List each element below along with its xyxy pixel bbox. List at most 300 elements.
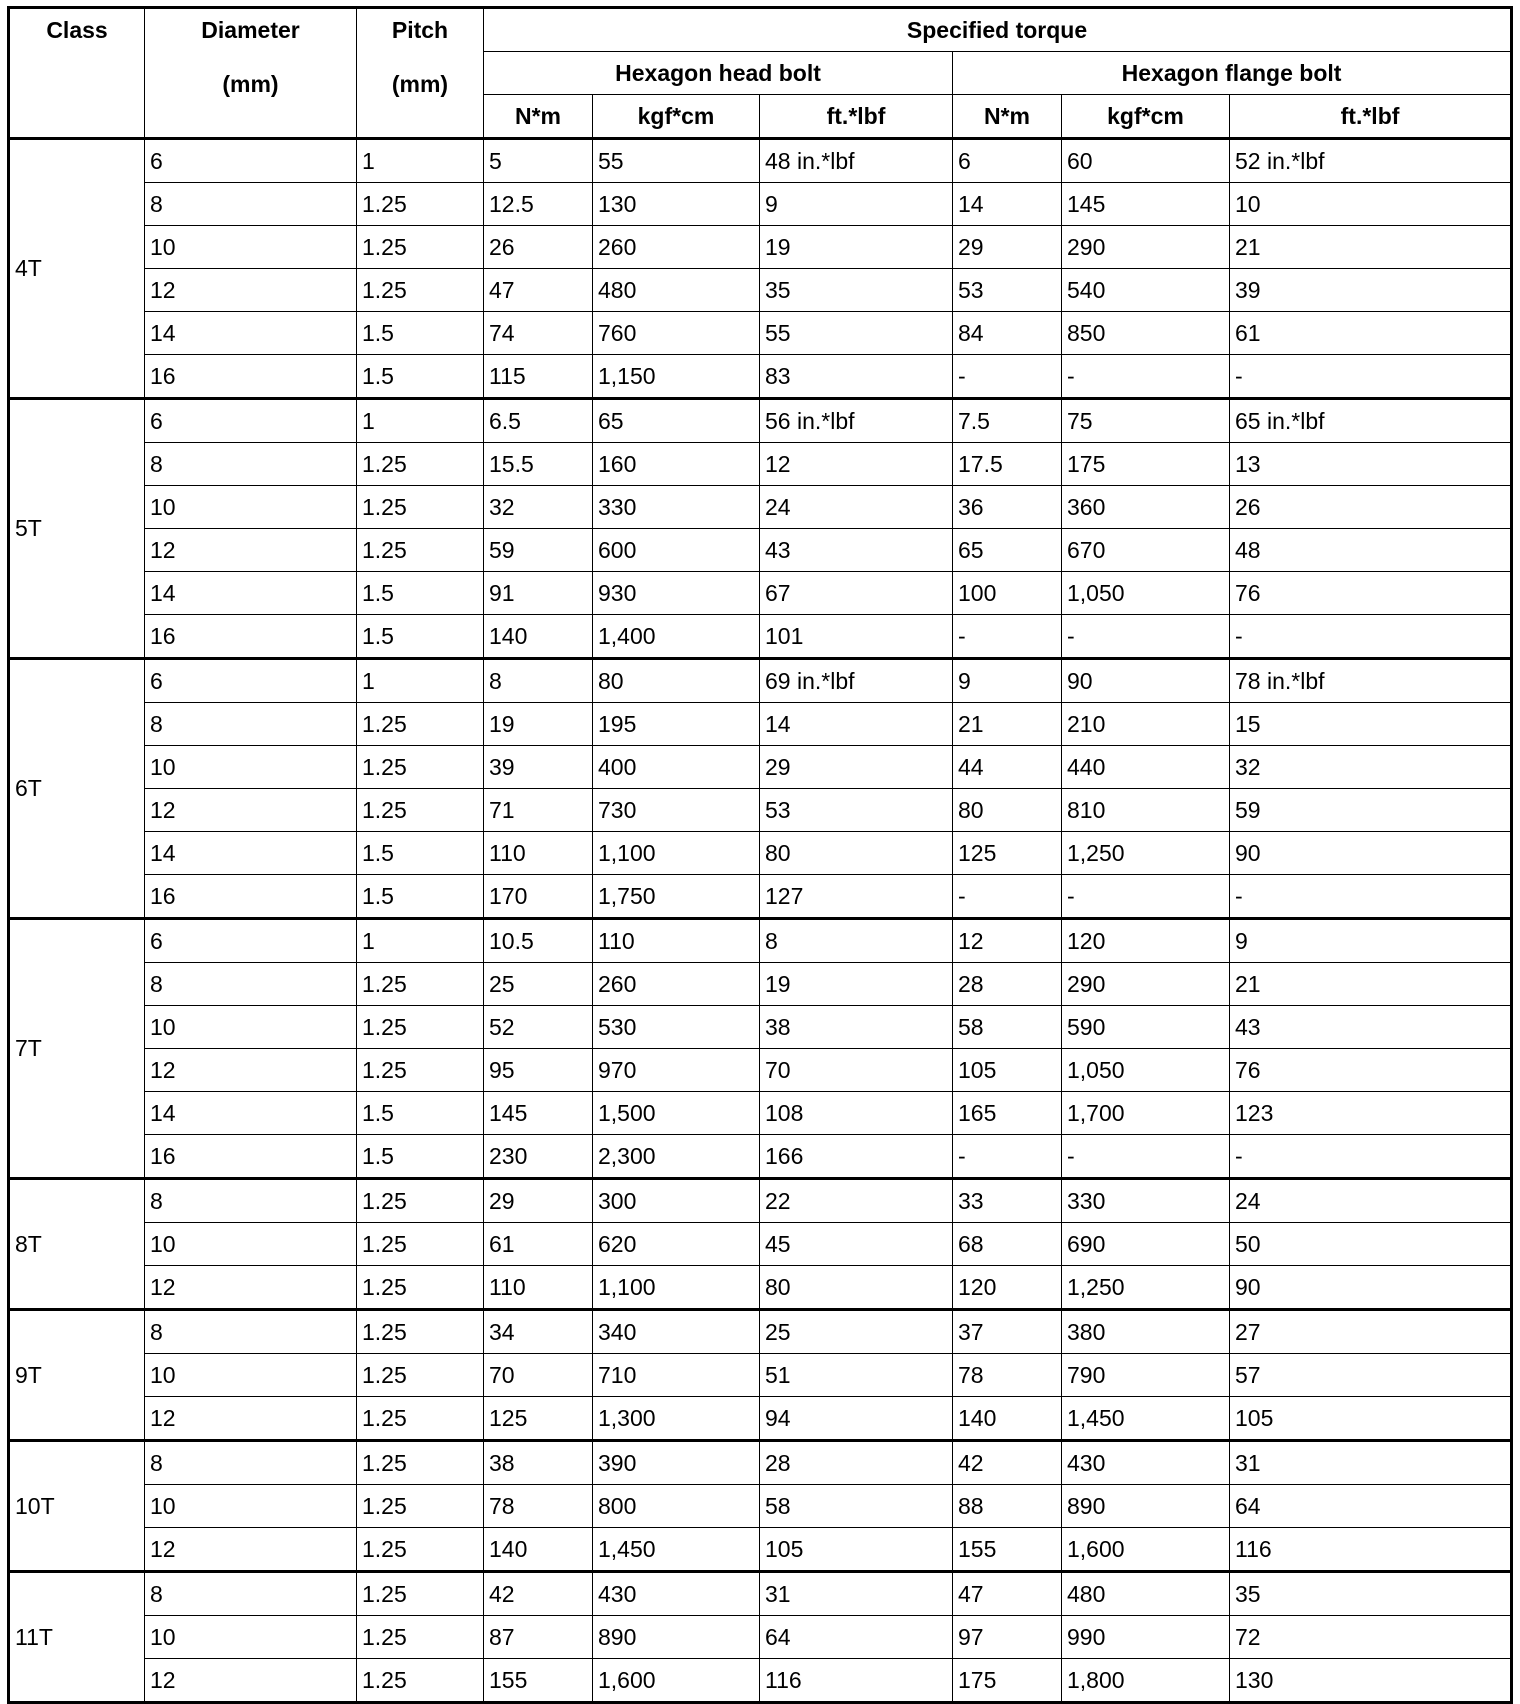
head-kgfcm-cell: 330 [593, 486, 760, 529]
flange-kgfcm-cell: 1,050 [1062, 1049, 1230, 1092]
head-nm-cell: 29 [484, 1179, 593, 1223]
pitch-cell: 1.5 [357, 1135, 484, 1179]
head-ftlbf-cell: 22 [760, 1179, 953, 1223]
diameter-cell: 10 [145, 226, 357, 269]
head-kgfcm-cell: 430 [593, 1572, 760, 1616]
pitch-cell: 1 [357, 399, 484, 443]
class-cell: 6T [9, 659, 145, 919]
flange-nm-cell: - [953, 615, 1062, 659]
class-header [9, 8, 145, 139]
head-ftlbf-cell: 45 [760, 1223, 953, 1266]
head-nm-cell: 91 [484, 572, 593, 615]
flange-nm-cell: 14 [953, 183, 1062, 226]
diameter-cell: 8 [145, 183, 357, 226]
head-nm-cell: 38 [484, 1441, 593, 1485]
flange-ftlbf-cell: - [1230, 875, 1512, 919]
diameter-cell: 6 [145, 139, 357, 183]
head-ftlbf-cell: 19 [760, 226, 953, 269]
flange-kgfcm-cell: 430 [1062, 1441, 1230, 1485]
diameter-cell: 12 [145, 1659, 357, 1703]
flange-kgfcm-cell: 360 [1062, 486, 1230, 529]
flange-ftlbf-cell: 52 in.*lbf [1230, 139, 1512, 183]
diameter-header-label: Diameter [201, 17, 300, 43]
table-row [9, 226, 1512, 269]
pitch-cell: 1.25 [357, 1659, 484, 1703]
head-kgfcm-cell: 970 [593, 1049, 760, 1092]
pitch-cell: 1.25 [357, 1266, 484, 1310]
flange-ftlbf-cell: 27 [1230, 1310, 1512, 1354]
diameter-cell: 6 [145, 659, 357, 703]
flange-nm-cell: 58 [953, 1006, 1062, 1049]
flange-nm-cell: 105 [953, 1049, 1062, 1092]
pitch-cell: 1.5 [357, 572, 484, 615]
pitch-cell: 1.25 [357, 703, 484, 746]
diameter-cell: 12 [145, 789, 357, 832]
head-nm-cell: 59 [484, 529, 593, 572]
head-ftlbf-cell: 80 [760, 832, 953, 875]
flange-nm-cell: 33 [953, 1179, 1062, 1223]
flange-ftlbf-cell: - [1230, 615, 1512, 659]
diameter-cell: 14 [145, 1092, 357, 1135]
head-nm-cell: 10.5 [484, 919, 593, 963]
flange-ftlbf-cell: 50 [1230, 1223, 1512, 1266]
unit-header: kgf*cm [593, 95, 760, 139]
diameter-cell: 10 [145, 746, 357, 789]
table-row [9, 1659, 1512, 1703]
diameter-cell: 8 [145, 1310, 357, 1354]
table-row [9, 1616, 1512, 1659]
flange-ftlbf-cell: 59 [1230, 789, 1512, 832]
flange-kgfcm-cell: 1,250 [1062, 832, 1230, 875]
flange-nm-cell: 80 [953, 789, 1062, 832]
flange-nm-cell: 36 [953, 486, 1062, 529]
flange-kgfcm-cell: 60 [1062, 139, 1230, 183]
flange-ftlbf-cell: 116 [1230, 1528, 1512, 1572]
table-row [9, 572, 1512, 615]
table-row [9, 1179, 1512, 1223]
pitch-cell: 1.25 [357, 1354, 484, 1397]
head-ftlbf-cell: 29 [760, 746, 953, 789]
flange-ftlbf-cell: 10 [1230, 183, 1512, 226]
flange-kgfcm-cell: 670 [1062, 529, 1230, 572]
head-nm-cell: 145 [484, 1092, 593, 1135]
flange-ftlbf-cell: 24 [1230, 1179, 1512, 1223]
flange-kgfcm-cell: 90 [1062, 659, 1230, 703]
head-ftlbf-cell: 43 [760, 529, 953, 572]
table-row [9, 659, 1512, 703]
pitch-cell: 1.25 [357, 1310, 484, 1354]
pitch-cell: 1.25 [357, 1397, 484, 1441]
flange-nm-cell: 28 [953, 963, 1062, 1006]
table-row [9, 963, 1512, 1006]
flange-nm-cell: 140 [953, 1397, 1062, 1441]
unit-header: kgf*cm [1062, 95, 1230, 139]
flange-ftlbf-cell: 65 in.*lbf [1230, 399, 1512, 443]
flange-nm-cell: 165 [953, 1092, 1062, 1135]
diameter-cell: 8 [145, 1441, 357, 1485]
table-row [9, 1135, 1512, 1179]
head-nm-cell: 19 [484, 703, 593, 746]
flange-ftlbf-cell: 61 [1230, 312, 1512, 355]
table-row [9, 1354, 1512, 1397]
head-nm-cell: 47 [484, 269, 593, 312]
class-cell: 8T [9, 1179, 145, 1310]
table-row [9, 1441, 1512, 1485]
diameter-cell: 16 [145, 355, 357, 399]
pitch-cell: 1.25 [357, 1441, 484, 1485]
flange-ftlbf-cell: 78 in.*lbf [1230, 659, 1512, 703]
head-ftlbf-cell: 56 in.*lbf [760, 399, 953, 443]
pitch-cell: 1.5 [357, 615, 484, 659]
head-nm-cell: 12.5 [484, 183, 593, 226]
head-ftlbf-cell: 69 in.*lbf [760, 659, 953, 703]
flange-nm-cell: 97 [953, 1616, 1062, 1659]
class-cell: 9T [9, 1310, 145, 1441]
head-kgfcm-cell: 620 [593, 1223, 760, 1266]
pitch-cell: 1.25 [357, 1572, 484, 1616]
head-kgfcm-cell: 55 [593, 139, 760, 183]
flange-kgfcm-cell: - [1062, 1135, 1230, 1179]
table-row [9, 529, 1512, 572]
head-nm-cell: 170 [484, 875, 593, 919]
table-row [9, 312, 1512, 355]
pitch-cell: 1 [357, 919, 484, 963]
head-ftlbf-cell: 94 [760, 1397, 953, 1441]
head-nm-cell: 78 [484, 1485, 593, 1528]
flange-nm-cell: 125 [953, 832, 1062, 875]
pitch-cell: 1.25 [357, 226, 484, 269]
pitch-cell: 1.5 [357, 1092, 484, 1135]
flange-nm-cell: 17.5 [953, 443, 1062, 486]
flange-ftlbf-cell: 130 [1230, 1659, 1512, 1703]
diameter-header [145, 8, 357, 139]
flange-ftlbf-cell: 105 [1230, 1397, 1512, 1441]
flange-kgfcm-cell: 440 [1062, 746, 1230, 789]
class-cell: 4T [9, 139, 145, 399]
pitch-header-unit: (mm) [391, 71, 449, 97]
head-ftlbf-cell: 64 [760, 1616, 953, 1659]
flange-ftlbf-cell: 90 [1230, 832, 1512, 875]
flange-nm-cell: 78 [953, 1354, 1062, 1397]
head-kgfcm-cell: 1,500 [593, 1092, 760, 1135]
head-nm-cell: 110 [484, 832, 593, 875]
head-kgfcm-cell: 1,750 [593, 875, 760, 919]
head-nm-cell: 140 [484, 1528, 593, 1572]
head-ftlbf-cell: 14 [760, 703, 953, 746]
head-kgfcm-cell: 930 [593, 572, 760, 615]
flange-nm-cell: - [953, 1135, 1062, 1179]
flange-ftlbf-cell: 15 [1230, 703, 1512, 746]
table-header [9, 8, 1512, 139]
flange-nm-cell: 42 [953, 1441, 1062, 1485]
head-ftlbf-cell: 108 [760, 1092, 953, 1135]
flange-kgfcm-cell: 990 [1062, 1616, 1230, 1659]
head-ftlbf-cell: 127 [760, 875, 953, 919]
head-ftlbf-cell: 116 [760, 1659, 953, 1703]
flange-nm-cell: 29 [953, 226, 1062, 269]
unit-header: N*m [953, 95, 1062, 139]
flange-ftlbf-cell: 43 [1230, 1006, 1512, 1049]
diameter-cell: 14 [145, 312, 357, 355]
table-row [9, 832, 1512, 875]
head-ftlbf-cell: 58 [760, 1485, 953, 1528]
table-row [9, 1049, 1512, 1092]
flange-nm-cell: 65 [953, 529, 1062, 572]
flange-nm-cell: - [953, 875, 1062, 919]
head-kgfcm-cell: 65 [593, 399, 760, 443]
diameter-cell: 10 [145, 1223, 357, 1266]
head-nm-cell: 230 [484, 1135, 593, 1179]
head-kgfcm-cell: 110 [593, 919, 760, 963]
diameter-cell: 12 [145, 1397, 357, 1441]
head-ftlbf-cell: 166 [760, 1135, 953, 1179]
head-kgfcm-cell: 80 [593, 659, 760, 703]
class-cell: 11T [9, 1572, 145, 1703]
table-row [9, 919, 1512, 963]
head-kgfcm-cell: 260 [593, 963, 760, 1006]
table-row [9, 875, 1512, 919]
head-ftlbf-cell: 31 [760, 1572, 953, 1616]
flange-nm-cell: 37 [953, 1310, 1062, 1354]
flange-kgfcm-cell: 1,450 [1062, 1397, 1230, 1441]
flange-ftlbf-cell: 31 [1230, 1441, 1512, 1485]
head-nm-cell: 52 [484, 1006, 593, 1049]
head-ftlbf-cell: 35 [760, 269, 953, 312]
flange-kgfcm-cell: 75 [1062, 399, 1230, 443]
head-kgfcm-cell: 1,100 [593, 1266, 760, 1310]
flange-kgfcm-cell: 790 [1062, 1354, 1230, 1397]
head-nm-cell: 6.5 [484, 399, 593, 443]
pitch-cell: 1.5 [357, 355, 484, 399]
head-kgfcm-cell: 1,400 [593, 615, 760, 659]
head-nm-cell: 32 [484, 486, 593, 529]
flange-nm-cell: 100 [953, 572, 1062, 615]
unit-header: ft.*lbf [760, 95, 953, 139]
table-row [9, 1310, 1512, 1354]
table-row [9, 746, 1512, 789]
flange-nm-cell: 84 [953, 312, 1062, 355]
flange-nm-cell: 53 [953, 269, 1062, 312]
flange-nm-cell: 120 [953, 1266, 1062, 1310]
flange-kgfcm-cell: 590 [1062, 1006, 1230, 1049]
torque-spec-table [7, 6, 1513, 1704]
diameter-cell: 6 [145, 919, 357, 963]
class-cell: 7T [9, 919, 145, 1179]
flange-kgfcm-cell: 1,050 [1062, 572, 1230, 615]
head-nm-cell: 25 [484, 963, 593, 1006]
pitch-cell: 1.25 [357, 529, 484, 572]
flange-nm-cell: 155 [953, 1528, 1062, 1572]
head-nm-cell: 125 [484, 1397, 593, 1441]
flange-nm-cell: 88 [953, 1485, 1062, 1528]
flange-kgfcm-cell: 850 [1062, 312, 1230, 355]
flange-ftlbf-cell: 26 [1230, 486, 1512, 529]
pitch-cell: 1.25 [357, 1006, 484, 1049]
diameter-cell: 12 [145, 1528, 357, 1572]
flange-ftlbf-cell: - [1230, 355, 1512, 399]
flange-kgfcm-cell: 210 [1062, 703, 1230, 746]
diameter-cell: 16 [145, 875, 357, 919]
head-ftlbf-cell: 8 [760, 919, 953, 963]
pitch-cell: 1.25 [357, 486, 484, 529]
flange-kgfcm-cell: 290 [1062, 226, 1230, 269]
flange-ftlbf-cell: 39 [1230, 269, 1512, 312]
head-kgfcm-cell: 260 [593, 226, 760, 269]
table-row [9, 1397, 1512, 1441]
diameter-cell: 14 [145, 572, 357, 615]
head-ftlbf-cell: 12 [760, 443, 953, 486]
head-kgfcm-cell: 710 [593, 1354, 760, 1397]
flange-ftlbf-cell: 35 [1230, 1572, 1512, 1616]
pitch-cell: 1 [357, 139, 484, 183]
head-kgfcm-cell: 300 [593, 1179, 760, 1223]
head-kgfcm-cell: 1,300 [593, 1397, 760, 1441]
flange-ftlbf-cell: 9 [1230, 919, 1512, 963]
class-header-label: Class [46, 17, 108, 43]
head-ftlbf-cell: 28 [760, 1441, 953, 1485]
flange-kgfcm-cell: 330 [1062, 1179, 1230, 1223]
head-kgfcm-cell: 1,600 [593, 1659, 760, 1703]
flange-nm-cell: 21 [953, 703, 1062, 746]
head-ftlbf-cell: 67 [760, 572, 953, 615]
diameter-cell: 14 [145, 832, 357, 875]
flange-ftlbf-cell: 64 [1230, 1485, 1512, 1528]
head-kgfcm-cell: 1,150 [593, 355, 760, 399]
head-kgfcm-cell: 800 [593, 1485, 760, 1528]
diameter-cell: 12 [145, 1266, 357, 1310]
head-kgfcm-cell: 400 [593, 746, 760, 789]
flange-nm-cell: 68 [953, 1223, 1062, 1266]
head-kgfcm-cell: 160 [593, 443, 760, 486]
flange-kgfcm-cell: 690 [1062, 1223, 1230, 1266]
head-nm-cell: 74 [484, 312, 593, 355]
flange-ftlbf-cell: 48 [1230, 529, 1512, 572]
head-ftlbf-cell: 105 [760, 1528, 953, 1572]
flange-nm-cell: 44 [953, 746, 1062, 789]
table-row [9, 1485, 1512, 1528]
pitch-cell: 1 [357, 659, 484, 703]
pitch-cell: 1.25 [357, 1616, 484, 1659]
flange-ftlbf-cell: 76 [1230, 572, 1512, 615]
pitch-cell: 1.25 [357, 1528, 484, 1572]
head-kgfcm-cell: 760 [593, 312, 760, 355]
head-kgfcm-cell: 130 [593, 183, 760, 226]
head-nm-cell: 34 [484, 1310, 593, 1354]
head-ftlbf-cell: 70 [760, 1049, 953, 1092]
flange-ftlbf-cell: 13 [1230, 443, 1512, 486]
pitch-cell: 1.5 [357, 875, 484, 919]
head-nm-cell: 15.5 [484, 443, 593, 486]
head-ftlbf-cell: 53 [760, 789, 953, 832]
pitch-cell: 1.25 [357, 183, 484, 226]
diameter-cell: 8 [145, 443, 357, 486]
flange-ftlbf-cell: 21 [1230, 963, 1512, 1006]
flange-kgfcm-cell: 1,800 [1062, 1659, 1230, 1703]
pitch-cell: 1.25 [357, 746, 484, 789]
head-nm-cell: 70 [484, 1354, 593, 1397]
hexagon-flange-bolt-header: Hexagon flange bolt [953, 52, 1512, 95]
head-ftlbf-cell: 25 [760, 1310, 953, 1354]
flange-kgfcm-cell: 1,600 [1062, 1528, 1230, 1572]
head-nm-cell: 115 [484, 355, 593, 399]
head-ftlbf-cell: 80 [760, 1266, 953, 1310]
head-nm-cell: 8 [484, 659, 593, 703]
head-nm-cell: 42 [484, 1572, 593, 1616]
pitch-cell: 1.5 [357, 312, 484, 355]
head-nm-cell: 5 [484, 139, 593, 183]
table-row [9, 399, 1512, 443]
flange-nm-cell: 6 [953, 139, 1062, 183]
diameter-cell: 10 [145, 486, 357, 529]
table-row [9, 615, 1512, 659]
head-kgfcm-cell: 390 [593, 1441, 760, 1485]
pitch-cell: 1.5 [357, 832, 484, 875]
flange-kgfcm-cell: 380 [1062, 1310, 1230, 1354]
pitch-cell: 1.25 [357, 1179, 484, 1223]
diameter-cell: 16 [145, 1135, 357, 1179]
diameter-cell: 8 [145, 1572, 357, 1616]
flange-nm-cell: 47 [953, 1572, 1062, 1616]
table-row [9, 1572, 1512, 1616]
head-ftlbf-cell: 101 [760, 615, 953, 659]
table-row [9, 1092, 1512, 1135]
head-nm-cell: 110 [484, 1266, 593, 1310]
flange-kgfcm-cell: 175 [1062, 443, 1230, 486]
head-kgfcm-cell: 340 [593, 1310, 760, 1354]
table-row [9, 1223, 1512, 1266]
head-kgfcm-cell: 1,100 [593, 832, 760, 875]
head-kgfcm-cell: 480 [593, 269, 760, 312]
flange-kgfcm-cell: - [1062, 355, 1230, 399]
head-ftlbf-cell: 83 [760, 355, 953, 399]
head-kgfcm-cell: 600 [593, 529, 760, 572]
flange-nm-cell: 7.5 [953, 399, 1062, 443]
head-nm-cell: 140 [484, 615, 593, 659]
head-ftlbf-cell: 24 [760, 486, 953, 529]
head-ftlbf-cell: 9 [760, 183, 953, 226]
flange-nm-cell: - [953, 355, 1062, 399]
diameter-cell: 8 [145, 963, 357, 1006]
flange-ftlbf-cell: - [1230, 1135, 1512, 1179]
table-row [9, 1266, 1512, 1310]
pitch-cell: 1.25 [357, 1049, 484, 1092]
head-nm-cell: 61 [484, 1223, 593, 1266]
flange-kgfcm-cell: - [1062, 615, 1230, 659]
diameter-cell: 10 [145, 1616, 357, 1659]
head-ftlbf-cell: 19 [760, 963, 953, 1006]
pitch-header-label: Pitch [391, 17, 449, 43]
head-kgfcm-cell: 730 [593, 789, 760, 832]
pitch-header [357, 8, 484, 139]
unit-header: ft.*lbf [1230, 95, 1512, 139]
flange-kgfcm-cell: 120 [1062, 919, 1230, 963]
head-nm-cell: 87 [484, 1616, 593, 1659]
flange-nm-cell: 175 [953, 1659, 1062, 1703]
flange-kgfcm-cell: 540 [1062, 269, 1230, 312]
class-cell: 10T [9, 1441, 145, 1572]
table-row [9, 789, 1512, 832]
diameter-cell: 8 [145, 1179, 357, 1223]
flange-ftlbf-cell: 57 [1230, 1354, 1512, 1397]
diameter-cell: 10 [145, 1006, 357, 1049]
diameter-cell: 16 [145, 615, 357, 659]
hexagon-head-bolt-header: Hexagon head bolt [484, 52, 953, 95]
specified-torque-header: Specified torque [484, 8, 1512, 52]
flange-ftlbf-cell: 32 [1230, 746, 1512, 789]
head-nm-cell: 39 [484, 746, 593, 789]
flange-kgfcm-cell: 480 [1062, 1572, 1230, 1616]
flange-kgfcm-cell: 1,700 [1062, 1092, 1230, 1135]
